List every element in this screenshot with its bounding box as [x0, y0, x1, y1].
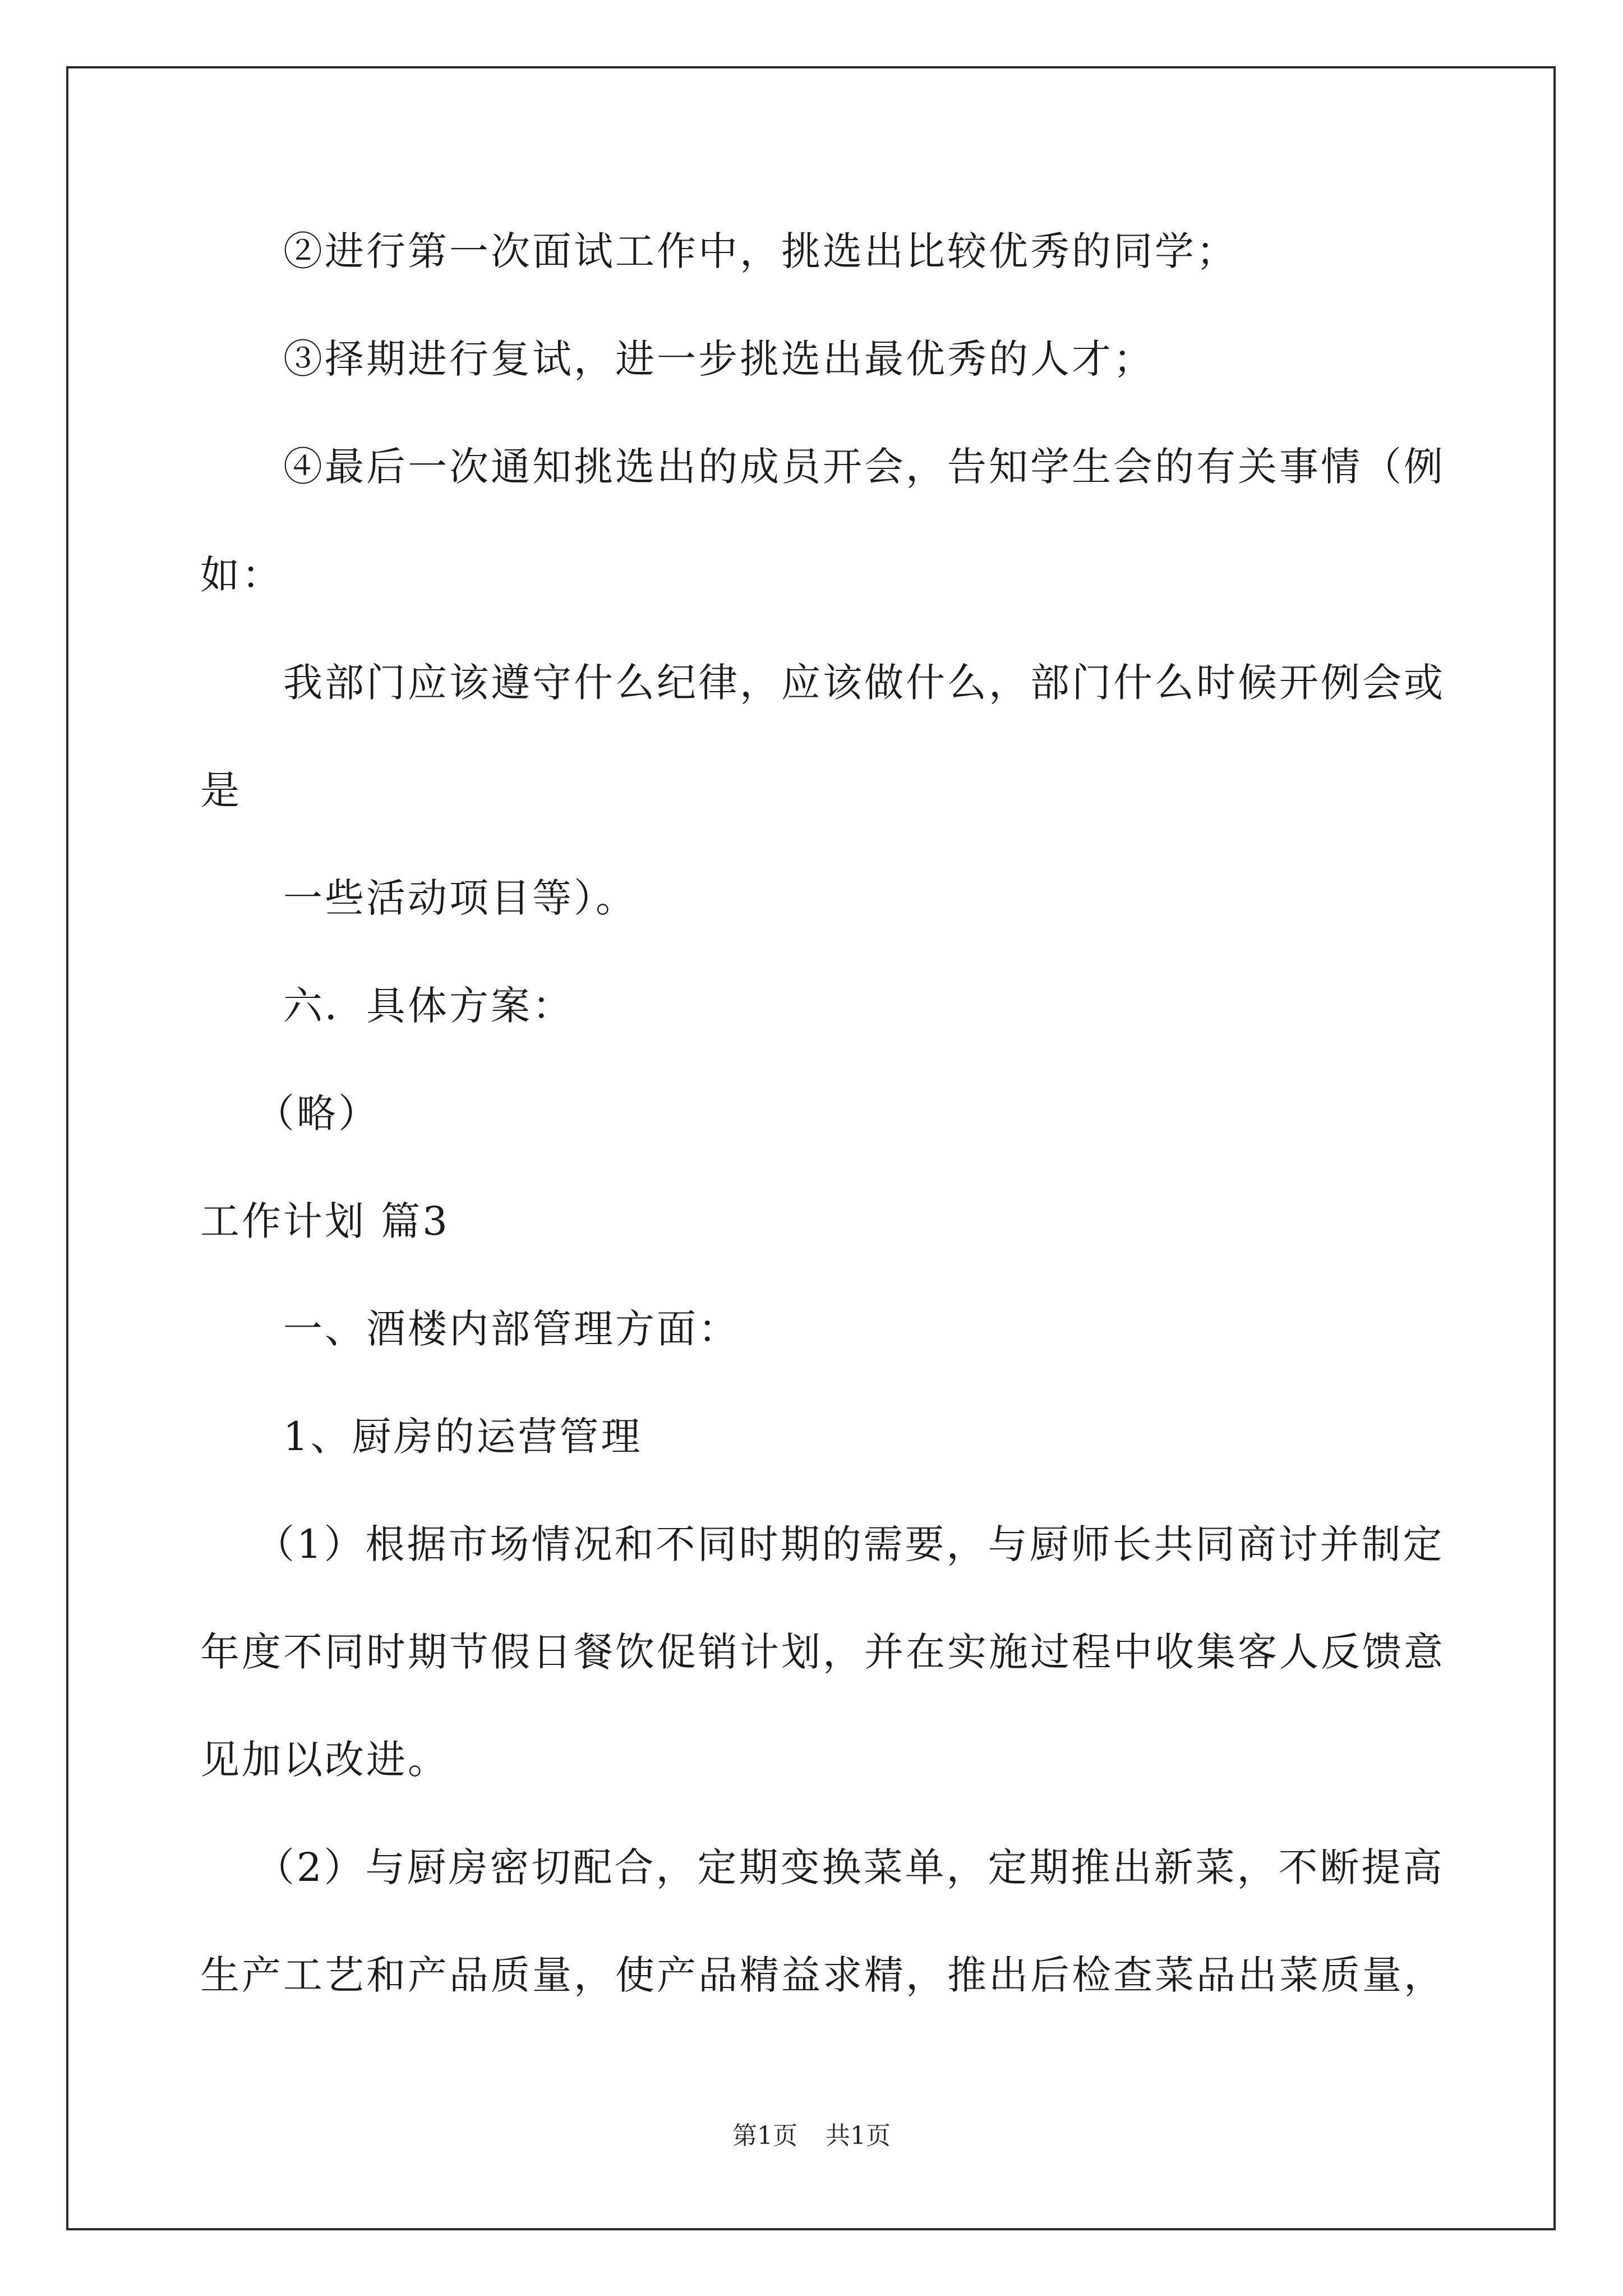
text-line: （略） — [255, 1091, 380, 1137]
text-line: ②进行第一次面试工作中，挑选出比较优秀的同学； — [283, 228, 1238, 274]
text-line: 见加以改进。 — [200, 1737, 449, 1783]
text-line: ③择期进行复试，进一步挑选出最优秀的人才； — [283, 336, 1155, 382]
text-line: ④最后一次通知挑选出的成员开会，告知学生会的有关事情（例 — [283, 444, 1445, 490]
text-line: 我部门应该遵守什么纪律，应该做什么，部门什么时候开例会或 — [283, 660, 1445, 706]
section-title: 工作计划 篇3 — [200, 1198, 450, 1244]
text-line: 是 — [200, 767, 242, 813]
text-line: 生产工艺和产品质量，使产品精益求精，推出后检查菜品出菜质量， — [200, 1952, 1445, 1998]
text-line: 一些活动项目等）。 — [283, 875, 637, 921]
text-line: （1）根据市场情况和不同时期的需要，与厨师长共同商讨并制定 — [255, 1521, 1445, 1567]
section-heading: 一、酒楼内部管理方面： — [283, 1306, 740, 1352]
text-line: 年度不同时期节假日餐饮促销计划，并在实施过程中收集客人反馈意 — [200, 1629, 1445, 1675]
text-line: 如： — [200, 552, 283, 598]
page-border — [66, 66, 1556, 2230]
page-footer — [0, 2119, 1623, 2153]
subsection-heading: 1、厨房的运营管理 — [283, 1414, 643, 1460]
page-total: 共1页 — [826, 2122, 891, 2150]
text-line: （2）与厨房密切配合，定期变换菜单，定期推出新菜，不断提高 — [255, 1844, 1445, 1890]
page-number: 第1页 — [732, 2122, 797, 2150]
section-heading: 六．具体方案： — [283, 983, 574, 1029]
